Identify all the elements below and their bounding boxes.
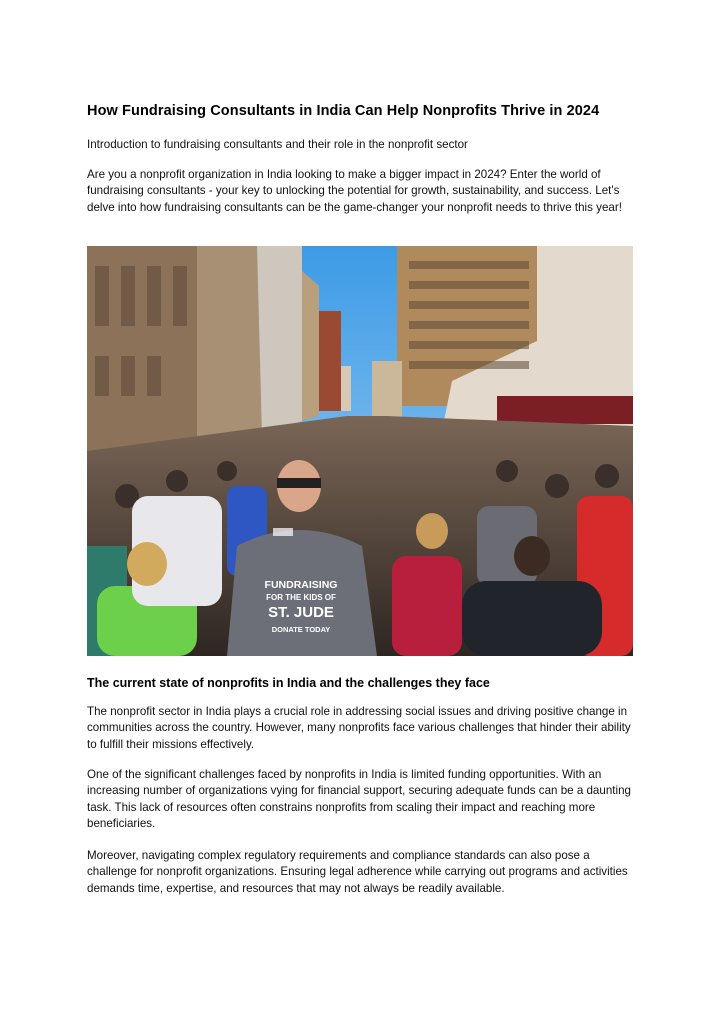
shirt-text-line4: DONATE TODAY — [271, 625, 331, 634]
intro-paragraph: Are you a nonprofit organization in India looking to make a bigger impact in 2024? Enter the world of fundraising consultants - your key to unlocking the potential for growth, sustainability, and success. Let's delve into how fundraising consultants can be the game-changer your nonprofit needs to thrive this year! — [87, 168, 622, 214]
paragraph-2: One of the significant challenges faced by nonprofits in India is limited funding opportunities. With an increasing number of organizations vying for financial support, securing adequate funds can be a daunting task. This lack of resources often constrains nonprofits from scaling their impact and reaching more beneficiaries. — [87, 768, 631, 830]
paragraph-1: The nonprofit sector in India plays a crucial role in addressing social issues and driving positive change in communities across the country. However, many nonprofits face various challenges that hinder their ability to fulfill their missions effectively. — [87, 705, 631, 751]
intro-line: Introduction to fundraising consultants and their role in the nonprofit sector — [87, 138, 468, 151]
shirt-text-line3: ST. JUDE — [268, 604, 334, 621]
marathon-crowd-photo — [87, 246, 633, 656]
shirt-text-line1: FUNDRAISING — [264, 579, 338, 591]
section-heading: The current state of nonprofits in India and the challenges they face — [87, 676, 490, 690]
page-title: How Fundraising Consultants in India Can Help Nonprofits Thrive in 2024 — [87, 103, 600, 119]
paragraph-3: Moreover, navigating complex regulatory requirements and compliance standards can also pose a challenge for nonprofit organizations. Ensuring legal adherence while carrying out programs and activities demands time, expertise, and resources that may not always be readily available. — [87, 849, 628, 895]
shirt-text-line2: FOR THE KIDS OF — [266, 593, 336, 602]
